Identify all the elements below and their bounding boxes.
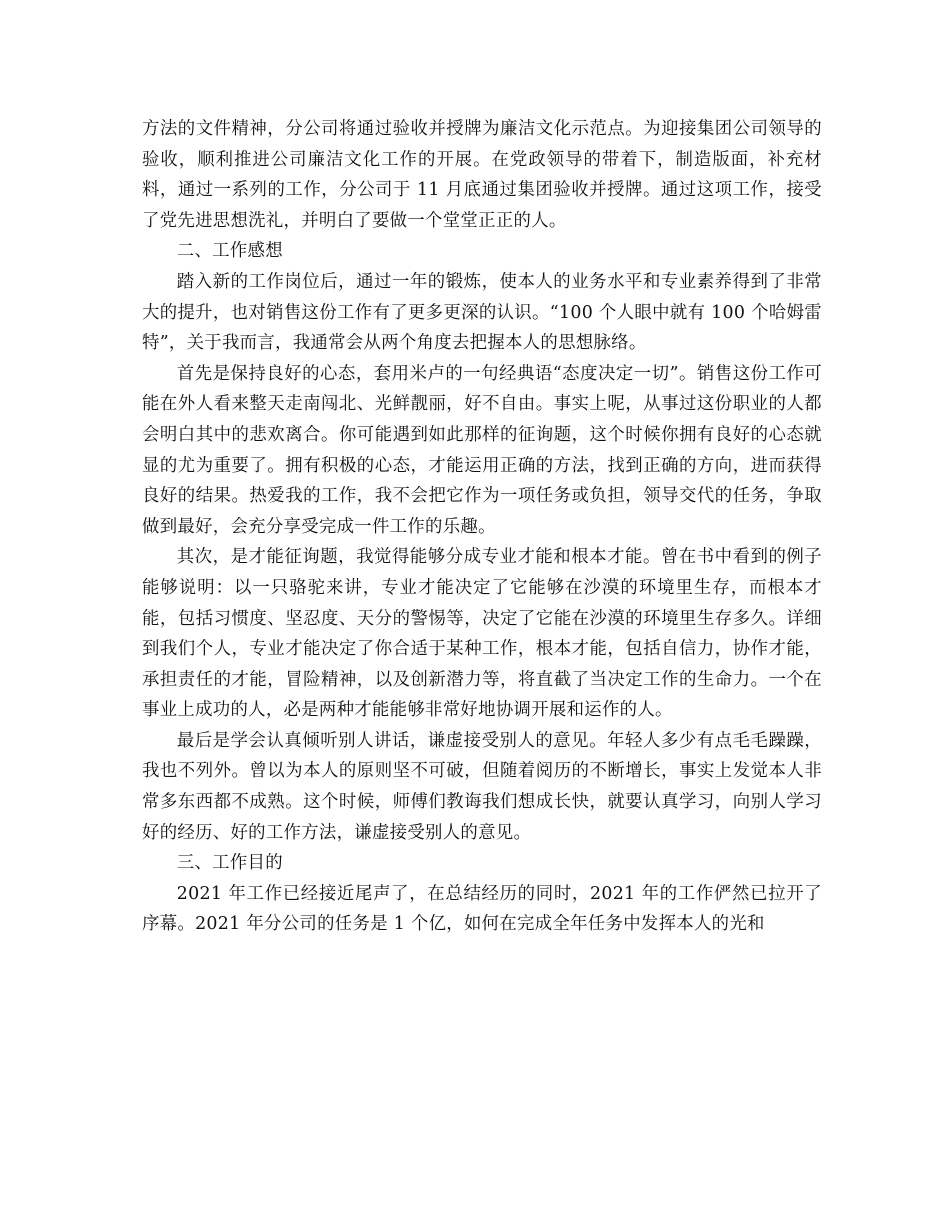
paragraph-6: 2021 年工作已经接近尾声了，在总结经历的同时，2021 年的工作俨然已拉开了序幕。2021 年分公司的任务是 1 个亿，如何在完成全年任务中发挥本人的光和 (142, 883, 822, 935)
section-heading-work-feelings: 二、工作感想 (176, 241, 283, 262)
paragraph-5: 最后是学会认真倾听别人讲话，谦虚接受别人的意见。年轻人多少有点毛毛躁躁，我也不列外。曾以为本人的原则坚不可破，但随着阅历的不断增长，事实上发觉本人非常多东西都不成熟。这个时候，师傅们教诲我们想成长快，就要认真学习，向别人学习好的经历、好的工作方法，谦虚接受别人的意见。 (142, 730, 822, 843)
paragraph-3: 首先是保持良好的心态，套用米卢的一句经典语“态度决定一切”。销售这份工作可能在外人看来整天走南闯北、光鲜靓丽，好不自由。事实上呢，从事过这份职业的人都会明白其中的悲欢离合。你可能遇到如此那样的征询题，这个时候你拥有良好的心态就显的尤为重要了。拥有积极的心态，才能运用正确的方法，找到正确的方向，进而获得良好的结果。热爱我的工作，我不会把它作为一项任务或负担，领导交代的任务，争取做到最好，会充分享受完成一件工作的乐趣。 (142, 363, 822, 537)
section-heading-work-goals: 三、工作目的 (176, 853, 283, 874)
document-body (142, 114, 822, 940)
paragraph-2: 踏入新的工作岗位后，通过一年的锻炼，使本人的业务水平和专业素养得到了非常大的提升，也对销售这份工作有了更多更深的认识。“100 个人眼中就有 100 个哈姆雷特”，关于我而言，我通常会从两个角度去把握本人的思想脉络。 (142, 271, 822, 354)
paragraph-1: 方法的文件精神，分公司将通过验收并授牌为廉洁文化示范点。为迎接集团公司领导的验收，顺利推进公司廉洁文化工作的开展。在党政领导的带着下，制造版面，补充材料，通过一系列的工作，分公司于 11 月底通过集团验收并授牌。通过这项工作，接受了党先进思想洗礼，并明白了要做一个堂堂正正的人。 (142, 119, 822, 231)
paragraph-4: 其次，是才能征询题，我觉得能够分成专业才能和根本才能。曾在书中看到的例子能够说明：以一只骆驼来讲，专业才能决定了它能够在沙漠的环境里生存，而根本才能，包括习惯度、坚忍度、天分的警惕等，决定了它能在沙漠的环境里生存多久。详细到我们个人，专业才能决定了你合适于某种工作，根本才能，包括自信力，协作才能，承担责任的才能，冒险精神，以及创新潜力等，将直截了当决定工作的生命力。一个在事业上成功的人，必是两种才能能够非常好地协调开展和运作的人。 (142, 547, 822, 721)
